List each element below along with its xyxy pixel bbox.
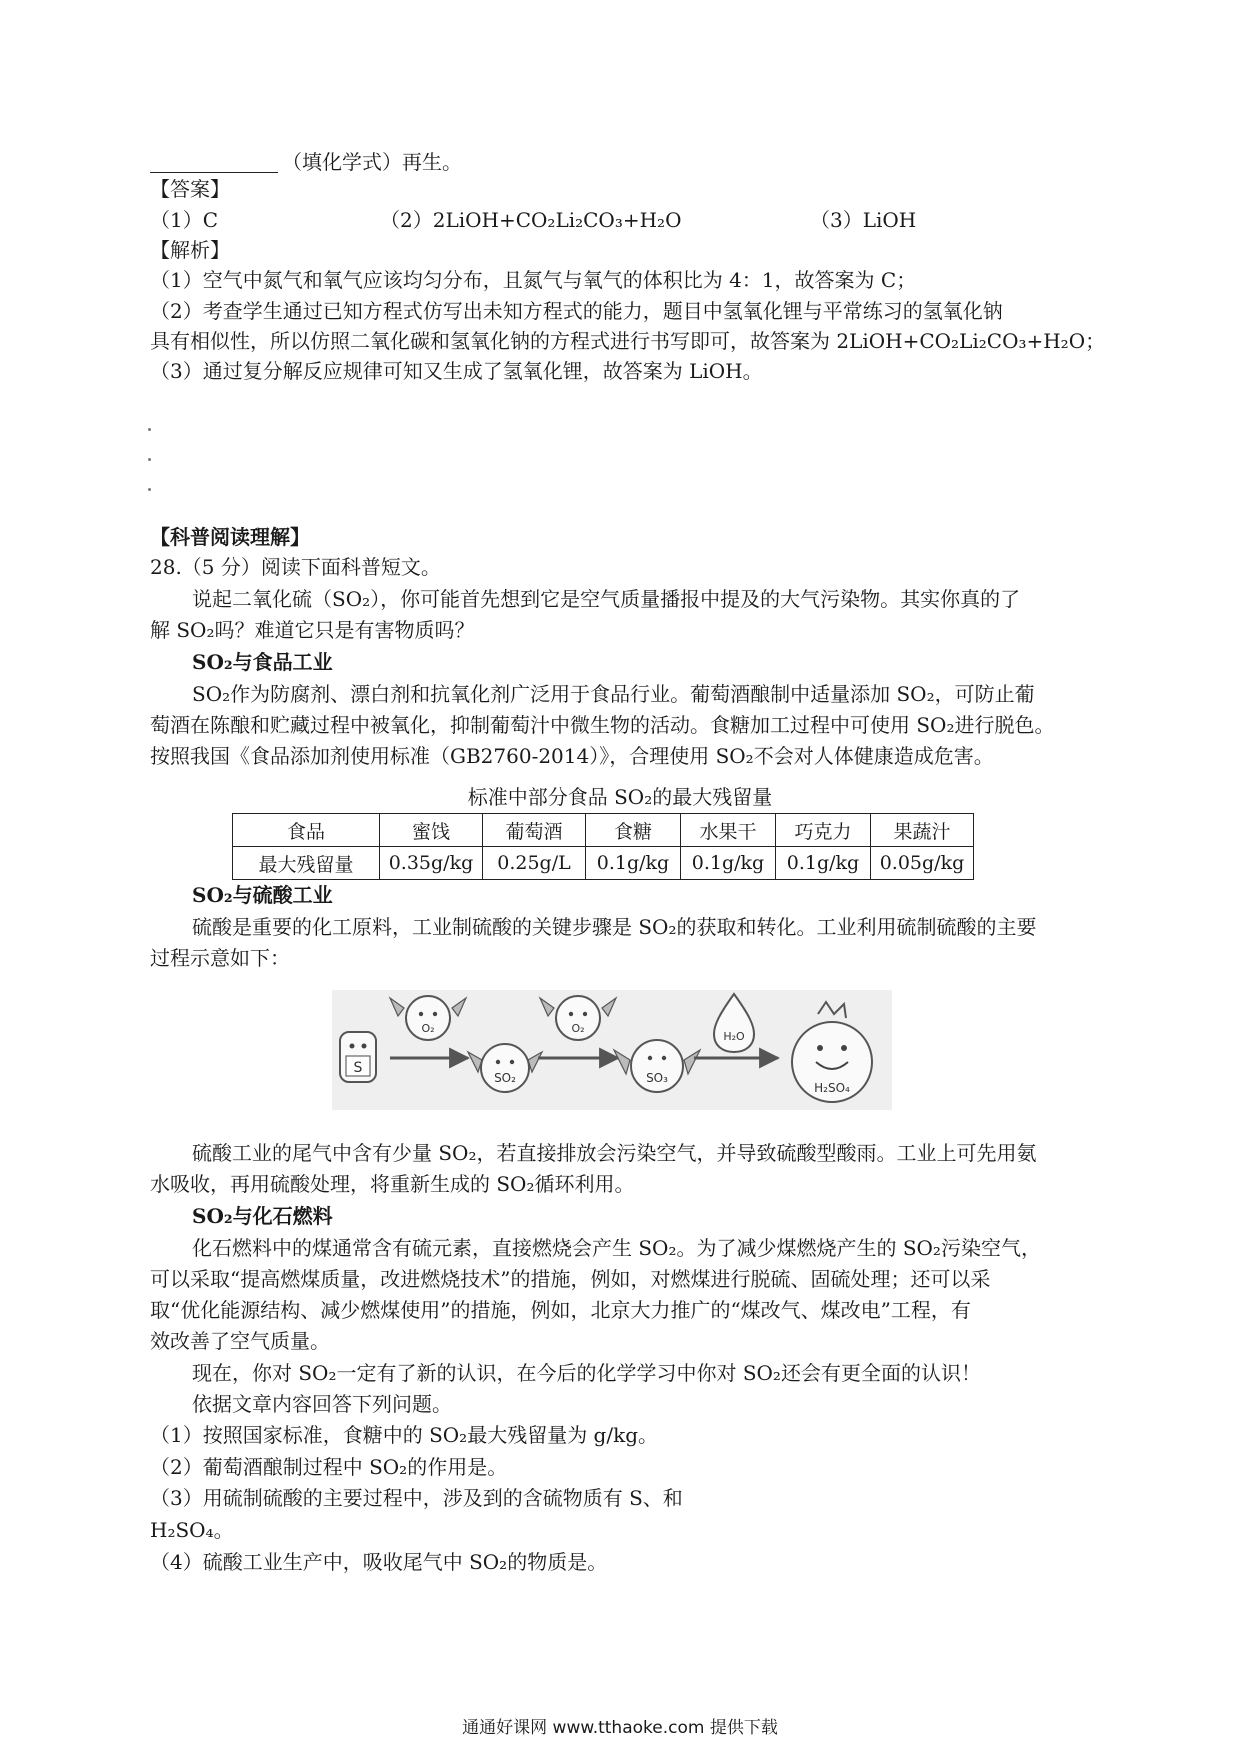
water-drop-icon bbox=[714, 994, 754, 1052]
table-cell: 最大残留量 bbox=[233, 847, 380, 880]
so3-character-icon bbox=[614, 1040, 700, 1092]
diagram-label-o2-b: O₂ bbox=[571, 1022, 585, 1035]
table-cell: 蜜饯 bbox=[380, 814, 483, 847]
answer-blank bbox=[150, 152, 278, 173]
diagram-label-so2: SO₂ bbox=[494, 1071, 516, 1085]
so2-character-icon bbox=[468, 1044, 542, 1092]
fill-in-text: （填化学式）再生。 bbox=[282, 150, 462, 174]
so2-residue-table bbox=[232, 813, 974, 880]
question-28-title: 28.（5 分）阅读下面科普短文。 bbox=[150, 555, 441, 579]
paragraph-line: 说起二氧化硫（SO₂），你可能首先想到它是空气质量播报中提及的大气污染物。其实你真的了 bbox=[192, 587, 1021, 611]
table-cell: 0.1g/kg bbox=[681, 847, 776, 880]
subheading-food: SO₂与食品工业 bbox=[192, 650, 333, 674]
oxygen-character-icon bbox=[540, 996, 616, 1040]
paragraph-line: 效改善了空气质量。 bbox=[150, 1329, 330, 1353]
table-cell: 水果干 bbox=[681, 814, 776, 847]
table-header-row bbox=[233, 814, 974, 847]
subheading-acid: SO₂与硫酸工业 bbox=[192, 883, 333, 907]
paragraph-line: 取“优化能源结构、减少燃煤使用”的措施，例如，北京大力推广的“煤改气、煤改电”工程，有 bbox=[150, 1298, 971, 1322]
sub-question-1: （1）按照国家标准，食糖中的 SO₂最大残留量为 g/kg。 bbox=[150, 1423, 659, 1447]
analysis-3: （3）通过复分解反应规律可知又生成了氢氧化锂，故答案为 LiOH。 bbox=[150, 359, 763, 383]
table-cell: 食糖 bbox=[586, 814, 681, 847]
answer-2: （2）2LiOH+CO₂Li₂CO₃+H₂O bbox=[380, 208, 682, 232]
paragraph-line: 水吸收，再用硫酸处理，将重新生成的 SO₂循环利用。 bbox=[150, 1172, 635, 1196]
stray-dot bbox=[148, 488, 151, 491]
table-cell: 食品 bbox=[233, 814, 380, 847]
paragraph-line: 可以采取“提高燃煤质量，改进燃烧技术”的措施，例如，对燃煤进行脱硫、固硫处理；还可以采 bbox=[150, 1267, 991, 1291]
table-cell: 0.35g/kg bbox=[380, 847, 483, 880]
paragraph-line: 现在，你对 SO₂一定有了新的认识，在今后的化学学习中你对 SO₂还会有更全面的认识！ bbox=[192, 1361, 981, 1385]
table-row bbox=[233, 847, 974, 880]
page-footer: 通通好课网 www.tthaoke.com 提供下载 bbox=[462, 1718, 778, 1738]
paragraph-line: 硫酸工业的尾气中含有少量 SO₂，若直接排放会污染空气，并导致硫酸型酸雨。工业上可先用氨 bbox=[192, 1141, 1037, 1165]
sub-question-4: （4）硫酸工业生产中，吸收尾气中 SO₂的物质是。 bbox=[150, 1550, 608, 1574]
table-cell: 巧克力 bbox=[776, 814, 871, 847]
paragraph-line: 萄酒在陈酿和贮藏过程中被氧化，抑制葡萄汁中微生物的活动。食糖加工过程中可使用 SO₂进行脱色。 bbox=[150, 713, 1055, 737]
diagram-label-h2so4: H₂SO₄ bbox=[814, 1081, 850, 1095]
answer-1: （1）C bbox=[150, 208, 219, 232]
table-cell: 果蔬汁 bbox=[871, 814, 974, 847]
table-caption: 标准中部分食品 SO₂的最大残留量 bbox=[467, 785, 773, 809]
diagram-label-o2-a: O₂ bbox=[421, 1022, 435, 1035]
paragraph-line: 过程示意如下： bbox=[150, 946, 290, 970]
paragraph-line: 硫酸是重要的化工原料，工业制硫酸的关键步骤是 SO₂的获取和转化。工业利用硫制硫酸的主要 bbox=[192, 915, 1037, 939]
table-cell: 0.1g/kg bbox=[776, 847, 871, 880]
instruction-line: 依据文章内容回答下列问题。 bbox=[192, 1392, 452, 1416]
sulfur-character-icon bbox=[340, 1032, 376, 1082]
subheading-fuel: SO₂与化石燃料 bbox=[192, 1204, 333, 1228]
table-cell: 0.05g/kg bbox=[871, 847, 974, 880]
table-cell: 葡萄酒 bbox=[483, 814, 586, 847]
paragraph-line: SO₂作为防腐剂、漂白剂和抗氧化剂广泛用于食品行业。葡萄酒酿制中适量添加 SO₂，可防止葡 bbox=[192, 682, 1035, 706]
analysis-2-line1: （2）考查学生通过已知方程式仿写出未知方程式的能力，题目中氢氧化锂与平常练习的氢氧化钠 bbox=[150, 299, 1003, 323]
analysis-heading: 【解析】 bbox=[150, 238, 230, 262]
section-heading: 【科普阅读理解】 bbox=[150, 525, 310, 549]
analysis-2-line2: 具有相似性，所以仿照二氧化碳和氢氧化钠的方程式进行书写即可，故答案为 2LiOH+CO₂Li₂CO₃+H₂O； bbox=[150, 329, 1106, 353]
answer-3: （3）LiOH bbox=[810, 208, 917, 232]
table-cell: 0.1g/kg bbox=[586, 847, 681, 880]
diagram-label-h2o: H₂O bbox=[723, 1030, 745, 1043]
sulfuric-acid-character-icon bbox=[792, 1002, 872, 1102]
fill-in-line bbox=[150, 148, 462, 176]
table-cell: 0.25g/L bbox=[483, 847, 586, 880]
diagram-label-so3: SO₃ bbox=[646, 1071, 668, 1085]
sub-question-2: （2）葡萄酒酿制过程中 SO₂的作用是。 bbox=[150, 1455, 508, 1479]
stray-dot bbox=[148, 458, 151, 461]
paragraph-line: 化石燃料中的煤通常含有硫元素，直接燃烧会产生 SO₂。为了减少煤燃烧产生的 SO₂污染空气， bbox=[192, 1236, 1041, 1260]
paragraph-line: 解 SO₂吗？难道它只是有害物质吗？ bbox=[150, 618, 475, 642]
diagram-label-s: S bbox=[353, 1060, 363, 1076]
sulfuric-acid-process-diagram bbox=[332, 990, 892, 1110]
analysis-1: （1）空气中氮气和氧气应该均匀分布，且氮气与氧气的体积比为 4：1，故答案为 C； bbox=[150, 268, 917, 292]
answer-heading: 【答案】 bbox=[150, 177, 230, 201]
sub-question-3-cont: H₂SO₄。 bbox=[150, 1518, 234, 1542]
stray-dot bbox=[148, 428, 151, 431]
paragraph-line: 按照我国《食品添加剂使用标准（GB2760-2014）》，合理使用 SO₂不会对人体健康造成危害。 bbox=[150, 744, 994, 768]
sub-question-3: （3）用硫制硫酸的主要过程中，涉及到的含硫物质有 S、和 bbox=[150, 1486, 683, 1510]
oxygen-character-icon bbox=[390, 996, 466, 1040]
